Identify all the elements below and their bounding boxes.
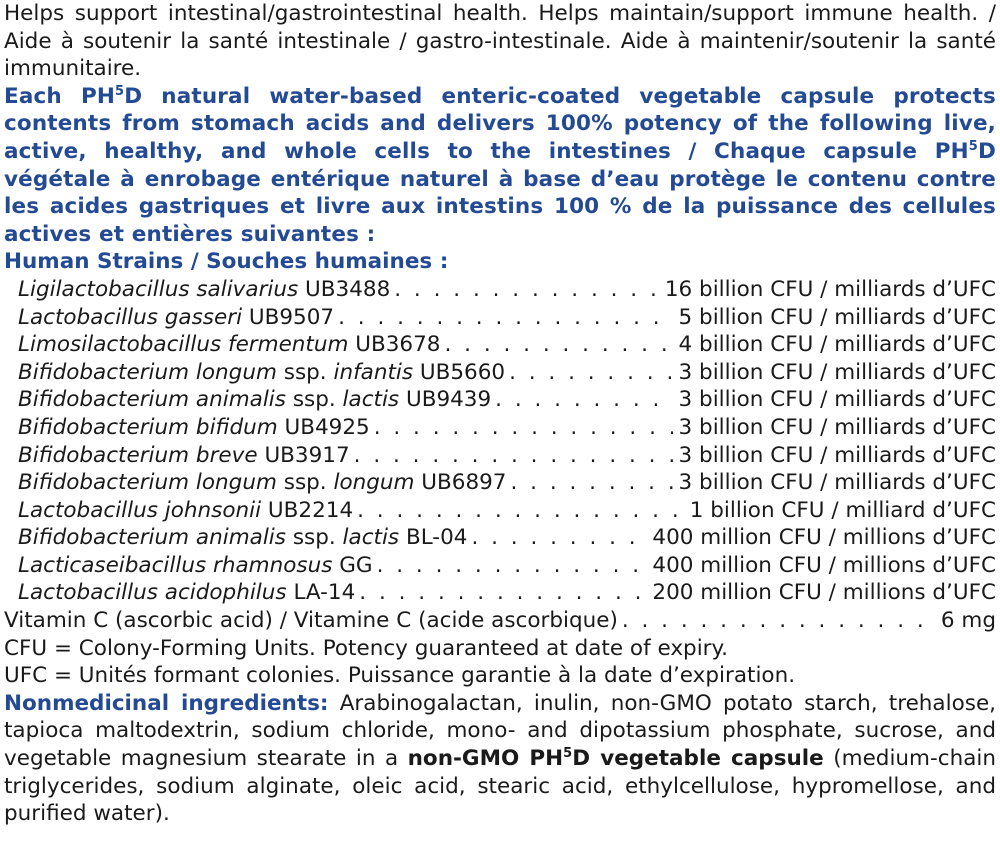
- strain-code: UB3488: [298, 276, 391, 302]
- strain-code: BL-04: [399, 525, 468, 551]
- strain-row: [4, 359, 996, 387]
- capsule-bold-part2: D vegetable capsule: [572, 746, 824, 772]
- capsule-bold-part1: non-GMO PH: [407, 746, 564, 772]
- strain-row: [4, 331, 996, 359]
- nonmedicinal-text2: (medium-chain triglycerides, sodium alginate, oleic acid, stearic acid, ethylcellulose, hypromellose, and purified water).: [4, 746, 996, 827]
- strain-amount: 16 billion CFU / milliards d’UFC: [664, 276, 996, 302]
- strain-name: [18, 276, 390, 304]
- leader-dots: [338, 304, 672, 332]
- capsule-statement: [4, 83, 996, 249]
- nonmedicinal-text1: Arabinogalactan, inulin, non-GMO potato starch, trehalose, tapioca maltodextrin, sodium chloride, mono- and dipotassium phosphate, sucrose, and vegetable magnesium stearate in a: [4, 690, 997, 772]
- strain-genus: Bifidobacterium bifidum: [18, 414, 278, 440]
- strain-ssp: ssp.: [285, 387, 343, 413]
- strain-code: UB4925: [277, 414, 370, 440]
- capsule-statement-sup1: 5: [115, 83, 125, 99]
- cfu-note-fr: UFC = Unités formant colonies. Puissance garantie à la date d’expiration.: [4, 663, 796, 689]
- strain-amount: 1 billion CFU / milliard d’UFC: [689, 497, 996, 523]
- strain-name: [18, 497, 353, 525]
- capsule-statement-sup2: 5: [968, 138, 978, 154]
- nonmedicinal-label: Nonmedicinal ingredients:: [4, 690, 329, 716]
- strain-ssp: ssp.: [285, 525, 343, 551]
- leader-dots: [622, 607, 935, 635]
- capsule-statement-part1: Each PH: [4, 83, 115, 109]
- strain-amount: 400 million CFU / millions d’UFC: [652, 525, 996, 551]
- leader-dots: [377, 552, 647, 580]
- strain-genus: Lactobacillus acidophilus: [18, 580, 287, 606]
- strain-name: [18, 386, 491, 414]
- strain-row: [4, 552, 996, 580]
- strain-genus: Bifidobacterium longum: [18, 470, 277, 496]
- strain-genus: Bifidobacterium longum: [18, 359, 277, 385]
- leader-dots: [374, 414, 673, 442]
- strain-amount: 4 billion CFU / milliards d’UFC: [678, 332, 996, 358]
- strain-genus: Bifidobacterium breve: [18, 442, 258, 468]
- strain-row: [4, 469, 996, 497]
- strain-row: [4, 579, 996, 607]
- strain-row: [4, 276, 996, 304]
- strain-amount: 3 billion CFU / milliards d’UFC: [678, 359, 996, 385]
- strain-subspecies: lactis: [342, 525, 400, 551]
- leader-dots: [511, 469, 673, 497]
- strain-name: [18, 442, 350, 470]
- strain-genus: Ligilactobacillus salivarius: [18, 276, 299, 302]
- vitamin-amount: 6 mg: [940, 608, 996, 634]
- leader-dots: [509, 359, 672, 387]
- capsule-statement-part2: D natural water-based enteric-coated vegetable capsule protects contents from stomach acids and delivers 100% potency of the following live, active, healthy, and whole cells to the intestines / Chaque capsule PH: [4, 83, 996, 164]
- strain-ssp: ssp.: [276, 470, 334, 496]
- strain-row: [4, 386, 996, 414]
- strain-code: GG: [332, 552, 373, 578]
- strain-name: [18, 359, 505, 387]
- leader-dots: [359, 579, 646, 607]
- strain-name: [18, 524, 467, 552]
- strain-name: [18, 469, 507, 497]
- cfu-note-en: CFU = Colony-Forming Units. Potency guaranteed at date of expiry.: [4, 635, 729, 661]
- strain-row: [4, 497, 996, 525]
- strain-list: [4, 276, 996, 607]
- strain-code: UB5660: [413, 359, 506, 385]
- leader-dots: [444, 331, 672, 359]
- strain-row: [4, 524, 996, 552]
- strain-amount: 3 billion CFU / milliards d’UFC: [678, 387, 996, 413]
- strain-amount: 5 billion CFU / milliards d’UFC: [678, 304, 996, 330]
- leader-dots: [495, 386, 672, 414]
- strain-name: [18, 304, 334, 332]
- human-strains-heading: Human Strains / Souches humaines :: [4, 249, 449, 275]
- strain-row: [4, 414, 996, 442]
- strain-amount: 400 million CFU / millions d’UFC: [652, 552, 996, 578]
- strain-subspecies: lactis: [342, 387, 400, 413]
- strain-amount: 3 billion CFU / milliards d’UFC: [678, 442, 996, 468]
- intro-claims: Helps support intestinal/gastrointestinal health. Helps maintain/support immune health. / Aide à soutenir la santé intestinale / gastro-intestinale. Aide à maintenir/soutenir la santé immunitaire.: [4, 1, 996, 82]
- strain-ssp: ssp.: [276, 359, 334, 385]
- strain-code: LA-14: [286, 580, 356, 606]
- strain-genus: Lactobacillus johnsonii: [18, 497, 262, 523]
- leader-dots: [471, 524, 646, 552]
- strain-name: [18, 579, 355, 607]
- strain-subspecies: infantis: [333, 359, 414, 385]
- capsule-bold-sup: 5: [563, 746, 573, 762]
- capsule-statement-part3: D végétale à enrobage entérique naturel à base d’eau protège le contenu contre les acides gastriques et livre aux intestins 100 % de la puissance des cellules actives et entières suivantes :: [4, 138, 996, 247]
- leader-dots: [357, 497, 684, 525]
- leader-dots: [394, 276, 659, 304]
- strain-amount: 200 million CFU / millions d’UFC: [652, 580, 996, 606]
- strain-code: UB6897: [414, 470, 507, 496]
- strain-name: [18, 331, 440, 359]
- strain-genus: Bifidobacterium animalis: [18, 387, 286, 413]
- strain-name: [18, 552, 373, 580]
- leader-dots: [354, 442, 673, 470]
- strain-code: UB9439: [399, 387, 492, 413]
- strain-code: UB3678: [348, 332, 441, 358]
- vitamin-name: Vitamin C (ascorbic acid) / Vitamine C (acide ascorbique): [4, 608, 618, 634]
- strain-genus: Lactobacillus gasseri: [18, 304, 243, 330]
- strain-amount: 3 billion CFU / milliards d’UFC: [678, 414, 996, 440]
- strain-row: [4, 442, 996, 470]
- strain-name: [18, 414, 370, 442]
- vitamin-row: [4, 607, 996, 635]
- strain-code: UB9507: [242, 304, 335, 330]
- strain-code: UB2214: [261, 497, 354, 523]
- strain-row: [4, 304, 996, 332]
- strain-code: UB3917: [257, 442, 350, 468]
- strain-genus: Lacticaseibacillus rhamnosus: [18, 552, 333, 578]
- nonmedicinal-ingredients: [4, 690, 996, 828]
- strain-amount: 3 billion CFU / milliards d’UFC: [678, 470, 996, 496]
- strain-genus: Bifidobacterium animalis: [18, 525, 286, 551]
- strain-subspecies: longum: [333, 470, 415, 496]
- strain-genus: Limosilactobacillus fermentum: [18, 332, 349, 358]
